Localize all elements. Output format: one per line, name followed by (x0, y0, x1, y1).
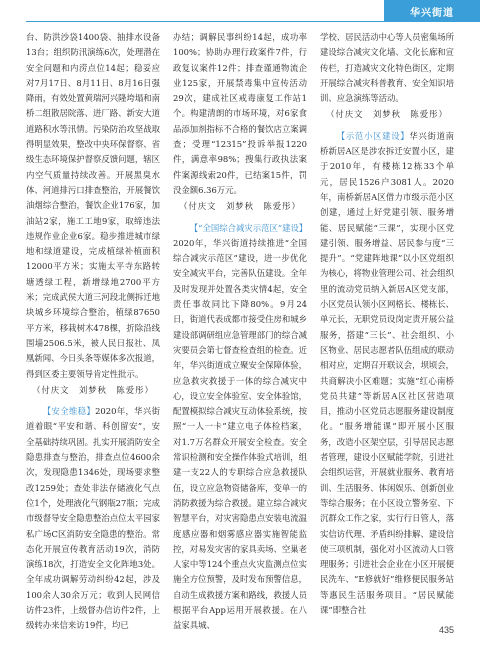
column-right (320, 30, 455, 615)
section-header-tab: 华兴街道 (384, 0, 480, 22)
paragraph-disputes: 办结；调解民事纠纷14起，成功率100%；协助办理行政案件7件，行政复议案件12件；排查谨通物流企业125家，开展禁毒集中宣传活动29次，建成社区戒毒康复工作站1个。构建清朗的市场环境，对6家食品添加剂指标不合格的餐饮店立案调查；受理“12315”投诉举报1220件，满意率98%；搜集行政执法案件案源线索20件，已结案15件，罚没金额6.36万元。 (173, 32, 307, 195)
paragraph-disaster-reduction (173, 221, 307, 634)
paragraph-culture: 学校、居民活动中心等人员密集场所建设综合减灾文化墙、文化长廊和宣传栏，打造减灾文化特色街区，定期开展综合减灾科普教育、安全知识培训、应急演练等活动。 (320, 32, 454, 104)
paragraph-safety (26, 404, 160, 633)
section-label-demo-community: 【示范小区建设】 (336, 130, 410, 141)
author-credit: （付庆文 刘梦秋 陈爱彤） (179, 201, 301, 212)
column-left (26, 30, 160, 631)
author-credit: （付庆文 刘梦秋 陈爱彤） (32, 384, 154, 395)
paragraph-safety-text: 2020年，华兴街道着眼“平安和谐、科创留安”，安全基础持续巩固。扎实开展消防安全隐患排查与整治，排查点位4600余次，发现隐患1346处，现场要求整改1259处；查处非法存储液化气点位1个，处理液化气钢瓶27瓶；完成市级督导安全隐患整治点位太平园家私广场C区消防安全隐患的整治。常态化开展宣传教育活动19次，消防演练18次，打造安全文化阵地3处。全年成功调解劳动纠纷42起，涉及100余人30余万元；收到人民网信访件23件，上级督办信访件2件，上级转办来信来访19件，均已 (26, 406, 160, 631)
section-label-safety: 【安全维稳】 (42, 406, 96, 417)
section-label-disaster-reduction: 【“全国综合减灾示范区”建设】 (189, 222, 308, 233)
paragraph-environment: 台、防洪沙袋1400袋、抽排水设备13台；组织防汛演练6次，处理潜在安全问题和内涝点位14起；稳妥应对7月17日、8月11日、8月16日强降雨，有效处置黄瑞河兴隆垮塌和南桥二组散居院落、进厂路、新安大道道路积水等汛情。污染防治攻坚战取得明显效果，整改中央环保督察、省级生态环境保护督察反馈问题，辖区内空气质量持续改善。开展黑臭水体、河道排污口排查整治，开展餐饮油烟综合整治，餐饮企业176家，加油站2家，施工工地9家，取缔违法违规作业企业6家。稳步推进城市绿地和绿道建设，完成植绿补植面积12000平方米；实施太平寺东路转塘透绿工程，新增绿地2700平方米；完成武侯大道三河段北侧拆迁地块城乡环境综合整治，植绿87650平方米，移栽树木478棵，折除沿线围墙2506.5米，被人民日报社、凤凰新闻、今日头条等媒体多次报道，得到区委主要领导肯定性批示。 (26, 32, 160, 379)
paragraph-demo-community (320, 129, 454, 619)
paragraph-disaster-reduction-text: 2020年，华兴街道持续推进“全国综合减灾示范区”建设，进一步优化安全减灾平台，完善队伍建设。全年及时发现并处置各类灾情4起，安全责任事故同比下降80%。9月24日，街道代表成都市接受住房和城乡建设部调研组应急管理部门的综合减灾要员会第七督查检查组的检查。近年，华兴街道成立聚安全保障体验，应急救灾救援于一体的综合减灾中心，设立安全体验室、安全体验馆，配置模拟综合减灾互动体验系统，按照“一人一卡”建立电子体检档案，对1.7万名群众开展安全检查。安全常识检测和安全操作体验式培训，组建一支22人的专职综合应急救援队伍，设立应急物资储备库，变单一的消防救援为综合救援。建立综合减灾智慧平台，对灾害隐患点安装电流温度感应器和烟雾感应器实施智能监控，对易发灾害的家具卖场、空巢老人家中等124个重点火灾监测点位实施全方位预警，及时发布预警信息，自动生成救援方案和路线，救援人员根据平台App运用开展救援。在八益家具城、 (173, 237, 307, 631)
header-rule (26, 21, 384, 22)
paragraph-demo-community-text: 华兴街道南桥新居A区是涉农拆迁安置小区，建于2010年，有楼栋12栋33个单元，居民1526户3081人。2020年，南桥新居A区借力市级示范小区创建，通过上好党建引领、服务增能、居民赋能“三课”，实现小区党建引领、服务增益、居民参与度“三提升”。“党建阵地课”以小区党组织为核心，将物业管理公司、社会组织里的流动党员纳入新居A区党支部，小区党员认领小区网格长、楼栋长、单元长，无职党员设岗定责开展公益服务，搭建“三长”、社会组织、小区物业、居民志愿者队伍组成的联动相对应，定期召开联议会，坝顷会，共商解决小区难题；实施“红心南桥党员共建”等新居A区社区营造项目，推动小区党员志愿服务建设制度化。“服务增能课”即开展小区服务，改造小区架空层，引导居民志愿者管理，建设小区赋能学院，引进社会组织运营，开展就业服务、教育培训、生活服务、体闲娱乐、创新创业等综合服务；在小区设立警务室、下沉群众工作之家，实行行日管人，落实信访代理、矛盾纠纷排解、建设信使三项机制，强化对小区流动人口管理服务；引进社会企业在小区开展便民洗车、“E修就好”维修便民服务站等惠民生活服务项目。“居民赋能课”即整合社 (320, 130, 455, 615)
column-middle (173, 30, 308, 631)
author-credit: （付庆文 刘梦秋 陈爱彤） (326, 109, 448, 120)
page-number: 435 (438, 625, 454, 635)
